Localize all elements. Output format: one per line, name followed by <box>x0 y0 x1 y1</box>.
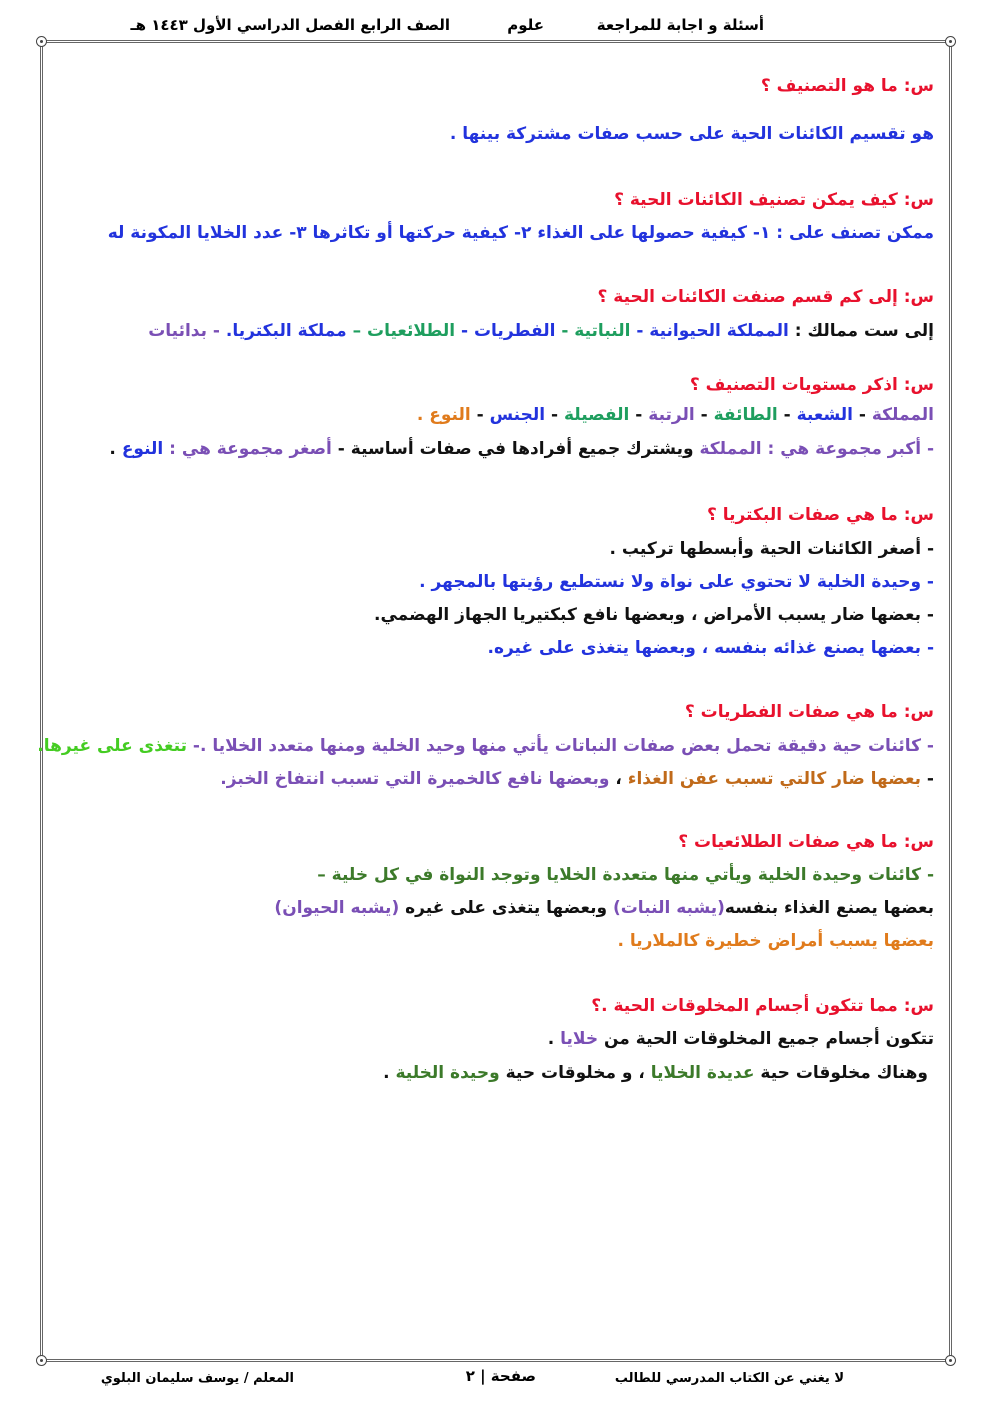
corner-ornament-icon <box>945 36 956 47</box>
page-number: صفحة | ٢ <box>465 1367 536 1385</box>
question-1: س: ما هو التصنيف ؟ <box>760 76 934 96</box>
kingdom-fungi: الفطريات - <box>455 321 556 341</box>
protists-animal-like: (يشبه الحيوان) <box>274 898 400 918</box>
level-separator: - <box>545 405 564 425</box>
largest-smallest-groups <box>109 437 934 461</box>
classification-levels <box>417 403 934 427</box>
header-subject: علوم <box>507 16 544 34</box>
protists-trait-3: بعضها يسبب أمراض خطيرة كالملاريا . <box>617 931 934 951</box>
answer-8-line-1 <box>548 1027 934 1051</box>
footer-note: لا يغني عن الكتاب المدرسي للطالب <box>614 1371 844 1386</box>
fungi-trait-2 <box>220 767 934 791</box>
largest-label: - أكبر مجموعة هي : <box>761 439 934 459</box>
level-separator: - <box>852 405 872 425</box>
fungi-comma: ، <box>609 769 628 789</box>
question-3: س: إلى كم قسم صنفت الكائنات الحية ؟ <box>597 287 934 307</box>
header-grade: الصف الرابع الفصل الدراسي الأول ١٤٤٣ هـ <box>130 16 450 34</box>
fungi-trait-1 <box>37 734 934 758</box>
kingdom-protists: الطلائعيات – <box>346 321 456 341</box>
answer-8-intro: وهناك مخلوقات حية <box>754 1063 928 1083</box>
answer-8-line-2 <box>383 1061 928 1085</box>
question-7: س: ما هي صفات الطلائعيات ؟ <box>678 832 934 852</box>
protists-plant-like: (يشبه النبات) <box>612 898 725 918</box>
fungi-trait-2-dash: - <box>921 769 934 789</box>
answer-2: ممكن تصنف على : ١- كيفية حصولها على الغذاء ٢- كيفية حركتها أو تكاثرها ٣- عدد الخلايا المكونة له <box>107 223 934 243</box>
answer-8-text: تتكون أجسام جميع المخلوقات الحية من <box>598 1029 934 1049</box>
smallest-end: . <box>109 439 122 459</box>
question-6: س: ما هي صفات الفطريات ؟ <box>684 702 934 722</box>
multicellular: عديدة الخلايا <box>650 1063 755 1083</box>
answer-3-prefix: إلى ست ممالك : <box>794 321 934 341</box>
level-separator: - <box>777 405 797 425</box>
level-class: الطائفة <box>713 405 778 425</box>
level-genus: الجنس <box>489 405 546 425</box>
level-species: النوع . <box>416 405 471 425</box>
footer-teacher: المعلم / يوسف سليمان البلوي <box>100 1371 294 1386</box>
unicellular: وحيدة الخلية <box>395 1063 500 1083</box>
smallest-label: أصغر مجموعة هي : <box>163 439 332 459</box>
bacteria-trait-3: - بعضها ضار يسبب الأمراض ، وبعضها نافع كبكتيريا الجهاز الهضمي. <box>374 605 934 625</box>
level-separator: - <box>629 405 649 425</box>
answer-8-mid: ، و مخلوقات حية <box>499 1063 651 1083</box>
level-separator: - <box>470 405 490 425</box>
fungi-trait-1-text: - كائنات حية دقيقة تحمل بعض صفات النباتات يأتي منها وحيد الخلية ومنها متعدد الخلايا .- <box>186 736 934 756</box>
level-kingdom: المملكة <box>871 405 934 425</box>
page-footer <box>0 1365 992 1395</box>
bacteria-trait-1: - أصغر الكائنات الحية وأبسطها تركيب . <box>609 539 934 559</box>
question-4: س: اذكر مستويات التصنيف ؟ <box>689 375 934 395</box>
bacteria-trait-4: - بعضها يصنع غذائه بنفسه ، وبعضها يتغذى على غيره. <box>487 638 934 658</box>
kingdom-archaea: - بدائيات <box>148 321 226 341</box>
kingdom-animal: المملكة الحيوانية - <box>630 321 795 341</box>
answer-8-tail: . <box>383 1063 396 1083</box>
largest-value: المملكة <box>699 439 762 459</box>
smallest-value: النوع <box>121 439 164 459</box>
corner-ornament-icon <box>36 36 47 47</box>
level-phylum: الشعبة <box>796 405 853 425</box>
level-separator: - <box>694 405 714 425</box>
fungi-harmful: بعضها ضار كالتي تسبب عفن الغذاء <box>627 769 922 789</box>
largest-desc: ويشترك جميع أفرادها في صفات أساسية - <box>331 439 700 459</box>
question-5: س: ما هي صفات البكتريا ؟ <box>706 505 934 525</box>
answer-1: هو تقسيم الكائنات الحية على حسب صفات مشتركة بينها . <box>449 124 934 144</box>
fungi-trait-1-feeding: تتغذى على غيرها. <box>37 736 187 756</box>
answer-8-end: . <box>547 1029 561 1049</box>
fungi-useful: وبعضها نافع كالخميرة التي تسبب انتفاخ الخبز. <box>220 769 610 789</box>
page-header <box>0 10 992 40</box>
header-title: أسئلة و اجابة للمراجعة <box>596 16 764 34</box>
protists-trait-1: - كائنات وحيدة الخلية ويأتي منها متعددة الخلايا وتوجد النواة في كل خلية – <box>317 865 934 885</box>
protists-self-feed: بعضها يصنع الغذاء بنفسه <box>724 898 934 918</box>
answer-8-cells: خلايا <box>560 1029 599 1049</box>
bacteria-trait-2: - وحيدة الخلية لا تحتوي على نواة ولا نستطيع رؤيتها بالمجهر . <box>419 572 934 592</box>
level-family: الفصيلة <box>563 405 630 425</box>
protists-trait-2 <box>274 896 934 920</box>
kingdom-bacteria: مملكة البكتريا. <box>225 321 347 341</box>
protists-other-feed: وبعضها يتغذى على غيره <box>399 898 613 918</box>
kingdom-plant: النباتية - <box>555 321 631 341</box>
question-8: س: مما تتكون أجسام المخلوقات الحية .؟ <box>591 996 934 1016</box>
question-2: س: كيف يمكن تصنيف الكائنات الحية ؟ <box>614 190 934 210</box>
level-order: الرتبة <box>648 405 695 425</box>
answer-3 <box>148 319 934 343</box>
